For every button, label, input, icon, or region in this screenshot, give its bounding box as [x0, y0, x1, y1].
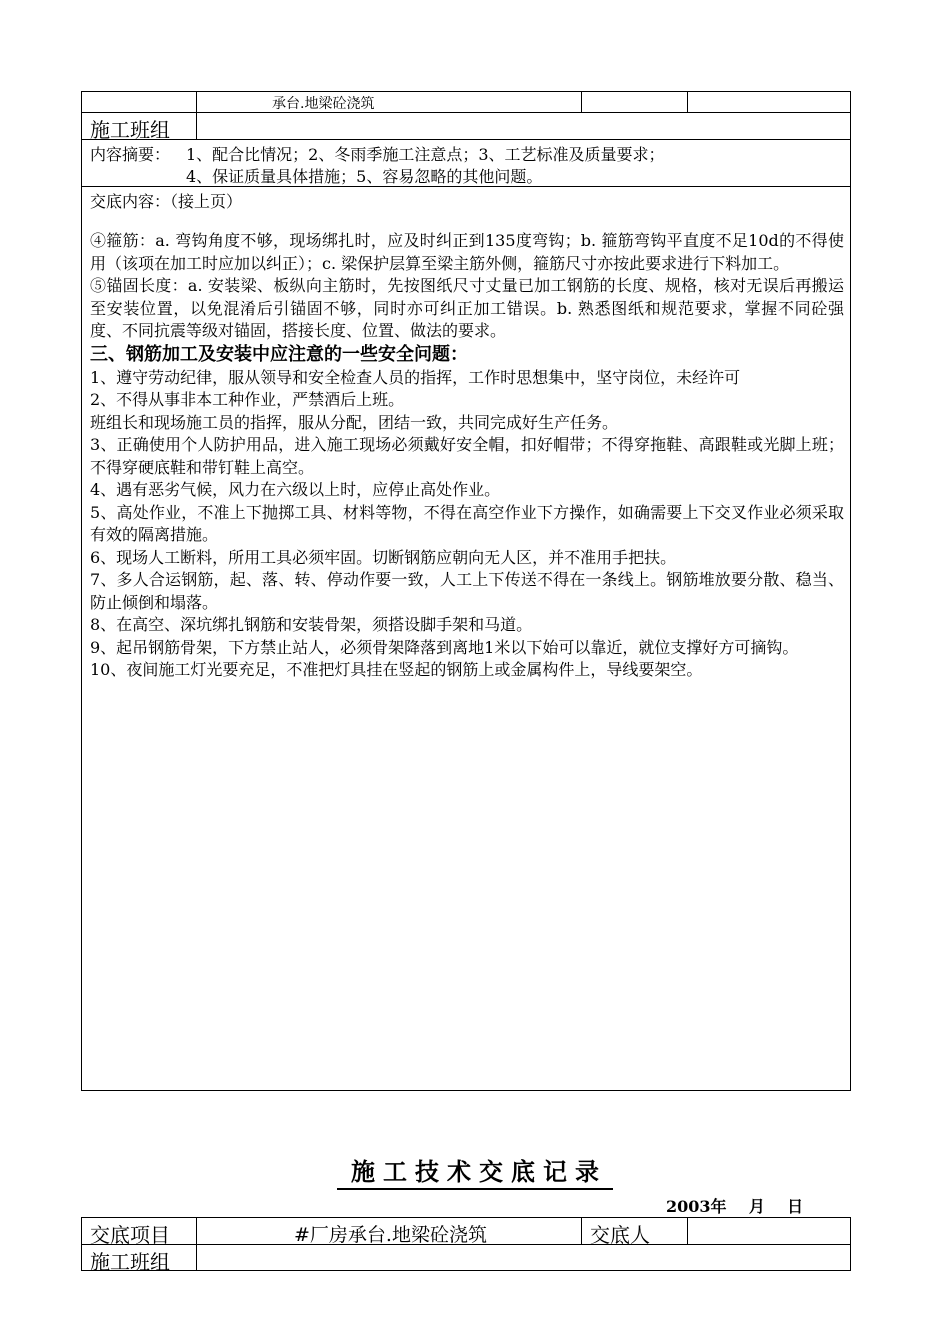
safety-item: 班组长和现场施工员的指挥，服从分配，团结一致，共同完成好生产任务。 — [90, 412, 619, 432]
team-label: 施工班组 — [90, 118, 170, 142]
summary-line-1: 1、配合比情况；2、冬雨季施工注意点；3、工艺标准及质量要求； — [186, 145, 665, 164]
table2-col-divider — [581, 1217, 582, 1244]
summary-line-2: 4、保证质量具体措施；5、容易忽略的其他问题。 — [186, 167, 543, 186]
table1-border-right — [850, 91, 851, 1091]
table1-border-left — [81, 91, 82, 1091]
project-value: 承台.地梁砼浇筑 — [272, 96, 375, 112]
page2-project-label: 交底项目 — [90, 1223, 170, 1247]
table1-col-divider — [196, 91, 197, 139]
table1-col-divider — [687, 91, 688, 112]
page2-title: 施工技术交底记录 — [0, 1152, 950, 1187]
page2-presenter-label: 交底人 — [590, 1223, 650, 1247]
safety-item: 8、在高空、深坑绑扎钢筋和安装骨架，须搭设脚手架和马道。 — [90, 615, 533, 634]
safety-item: 3、正确使用个人防护用品，进入施工现场必须戴好安全帽，扣好帽带；不得穿拖鞋、高跟鞋或光脚上班；不得穿硬底鞋和带钉鞋上高空。 — [90, 435, 844, 477]
safety-item: 6、现场人工断料，所用工具必须牢固。切断钢筋应朝向无人区，并不准用手把扶。 — [90, 547, 677, 567]
table2-col-divider — [687, 1217, 688, 1244]
page2-date: 2003年 月 日 — [666, 1197, 804, 1216]
page2-project-value: #厂房承台.地梁砼浇筑 — [294, 1224, 487, 1246]
page2-team-label: 施工班组 — [90, 1250, 170, 1274]
table1-border-bottom — [81, 1090, 851, 1091]
content-body — [90, 230, 844, 682]
safety-item: 2、不得从事非本工种作业，严禁酒后上班。 — [90, 390, 405, 409]
table2-border-right — [850, 1217, 851, 1271]
summary-label: 内容摘要： — [90, 145, 171, 164]
safety-item: 4、遇有恶劣气候，风力在六级以上时，应停止高处作业。 — [90, 480, 501, 499]
safety-item: 10、夜间施工灯光要充足，不准把灯具挂在竖起的钢筋上或金属构件上，导线要架空。 — [90, 660, 703, 679]
safety-item: 5、高处作业，不准上下抛掷工具、材料等物，不得在高空作业下方操作，如确需要上下交叉作业必须采取有效的隔离措施。 — [90, 502, 844, 544]
safety-heading: 三、钢筋加工及安装中应注意的一些安全问题： — [90, 343, 468, 365]
stirrup-paragraph: ④箍筋：a. 弯钩角度不够，现场绑扎时，应及时纠正到135度弯钩；b. 箍筋弯钩平直度不足10d的不得使用（该项在加工时应加以纠正）；c. 梁保护层算至梁主筋外侧，箍筋尺寸亦按此要求进行下料加工。 — [90, 231, 844, 273]
table1-col-divider — [581, 91, 582, 112]
table2-col-divider — [196, 1217, 197, 1271]
safety-item: 7、多人合运钢筋，起、落、转、停动作要一致，人工上下传送不得在一条线上。钢筋堆放要分散、稳当、防止倾倒和塌落。 — [90, 570, 844, 612]
anchorage-paragraph: ⑤锚固长度：a. 安装梁、板纵向主筋时，先按图纸尺寸丈量已加工钢筋的长度、规格，核对无误后再搬运至安装位置，以免混淆后引锚固不够，同时亦可纠正加工错误。b. 熟悉图纸和规范要求，掌握不同砼强度、不同抗震等级对锚固，搭接长度、位置、做法的要求。 — [90, 276, 844, 340]
table1-row-divider — [81, 139, 851, 140]
safety-item: 9、起吊钢筋骨架，下方禁止站人，必须骨架降落到离地1米以下始可以靠近，就位支撑好方可摘钩。 — [90, 637, 799, 657]
content-label: 交底内容：（接上页） — [90, 192, 243, 211]
safety-item: 1、遵守劳动纪律，服从领导和安全检查人员的指挥，工作时思想集中，坚守岗位，未经许可 — [90, 367, 741, 387]
table2-border-left — [81, 1217, 82, 1271]
